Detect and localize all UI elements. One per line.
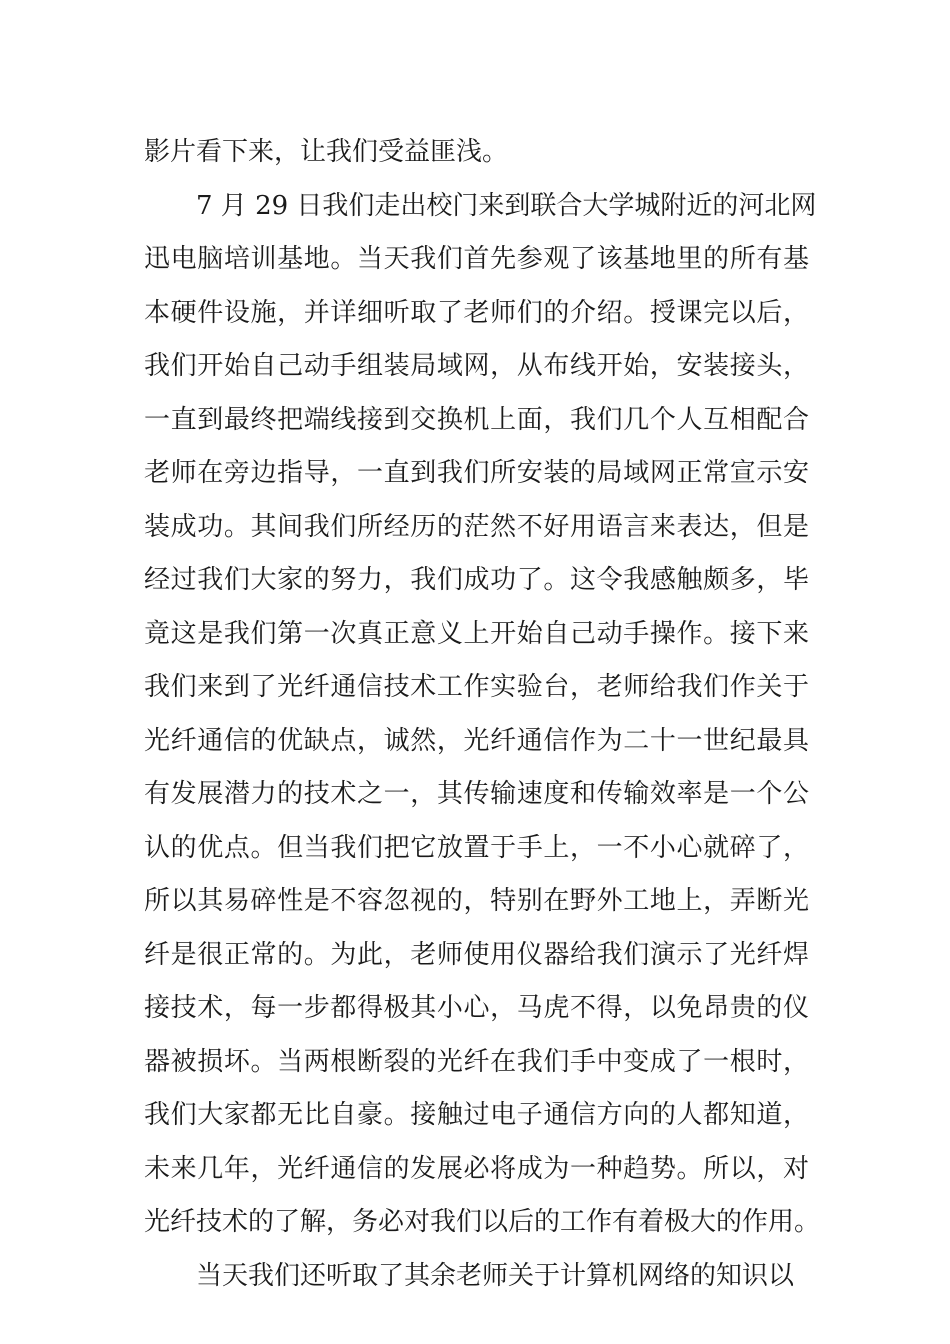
text-line: 纤是很正常的。为此，老师使用仪器给我们演示了光纤焊 [144,939,809,970]
text-line: 所以其易碎性是不容忽视的，特别在野外工地上，弄断光 [144,886,809,916]
text-line: 一直到最终把端线接到交换机上面，我们几个人互相配合 [144,404,809,435]
document-body [144,126,821,1303]
text-line: 当天我们还听取了其余老师关于计算机网络的知识以 [196,1260,795,1291]
text-line: 我们开始自己动手组装局域网，从布线开始，安装接头， [144,351,809,381]
text-line: 光纤技术的了解，务必对我们以后的工作有着极大的作用。 [144,1207,821,1237]
text-line: 本硬件设施，并详细听取了老师们的介绍。授课完以后， [144,297,809,328]
text-line: 老师在旁边指导，一直到我们所安装的局域网正常宣示安 [144,458,809,488]
text-line: 未来几年，光纤通信的发展必将成为一种趋势。所以，对 [144,1153,809,1184]
text-line: 装成功。其间我们所经历的茫然不好用语言来表达，但是 [144,511,809,542]
text-line: 迅电脑培训基地。当天我们首先参观了该基地里的所有基 [144,244,809,274]
text-line: 认的优点。但当我们把它放置于手上，一不小心就碎了， [144,832,809,863]
text-line: 我们大家都无比自豪。接触过电子通信方向的人都知道， [144,1100,809,1130]
text-line: 7 月 29 日我们走出校门来到联合大学城附近的河北网 [196,190,817,221]
text-line: 我们来到了光纤通信技术工作实验台，老师给我们作关于 [144,672,809,702]
text-line: 光纤通信的优缺点，诚然，光纤通信作为二十一世纪最具 [144,725,809,756]
text-line: 器被损坏。当两根断裂的光纤在我们手中变成了一根时， [144,1046,809,1077]
text-line: 有发展潜力的技术之一，其传输速度和传输效率是一个公 [144,779,809,809]
text-line: 影片看下来，让我们受益匪浅。 [144,137,509,167]
text-line: 竟这是我们第一次真正意义上开始自己动手操作。接下来 [144,618,809,649]
text-line: 接技术，每一步都得极其小心，马虎不得，以免昂贵的仪 [144,993,809,1023]
text-line: 经过我们大家的努力，我们成功了。这令我感触颇多，毕 [144,565,809,595]
